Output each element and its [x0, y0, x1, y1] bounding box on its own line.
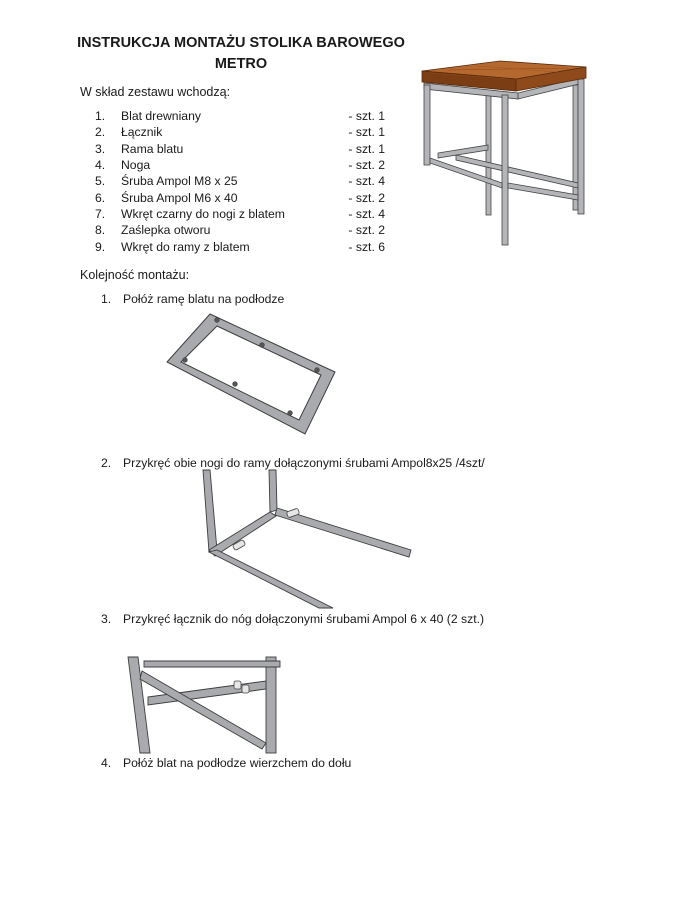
parts-list [95, 108, 385, 255]
list-item [95, 173, 385, 189]
step-number: 3. [101, 612, 112, 626]
bar-table-illustration [418, 65, 598, 250]
part-quantity: - szt. 1 [348, 125, 385, 140]
step-4 [101, 756, 351, 770]
part-quantity: - szt. 2 [348, 158, 385, 173]
part-name: Łącznik [121, 125, 163, 140]
step-number: 4. [101, 756, 112, 770]
part-number: 8. [95, 223, 106, 238]
part-number: 1. [95, 109, 106, 124]
frame-on-floor-illustration [165, 312, 340, 437]
step-1 [101, 292, 284, 306]
list-item [95, 108, 385, 124]
part-number: 2. [95, 125, 106, 140]
part-quantity: - szt. 2 [348, 190, 385, 205]
page-title-line2: METRO [214, 56, 268, 72]
part-quantity: - szt. 1 [348, 141, 385, 156]
part-number: 7. [95, 206, 106, 221]
list-item [95, 124, 385, 140]
part-quantity: - szt. 4 [348, 206, 385, 221]
list-item [95, 189, 385, 205]
order-heading: Kolejność montażu: [80, 268, 190, 282]
part-name: Blat drewniany [121, 109, 201, 124]
list-item [95, 157, 385, 173]
part-quantity: - szt. 6 [348, 239, 385, 254]
part-name: Śruba Ampol M8 x 25 [121, 174, 238, 189]
connector-to-legs-illustration [122, 657, 282, 755]
page-title-line1: INSTRUKCJA MONTAŻU STOLIKA BAROWEGO [77, 35, 405, 51]
part-number: 6. [95, 190, 106, 205]
list-item [95, 238, 385, 254]
part-quantity: - szt. 1 [348, 109, 385, 124]
list-item [95, 222, 385, 238]
part-name: Śruba Ampol M6 x 40 [121, 190, 238, 205]
list-item [95, 141, 385, 157]
part-name: Zaślepka otworu [121, 223, 211, 238]
part-name: Wkręt czarny do nogi z blatem [121, 206, 285, 221]
list-item [95, 206, 385, 222]
step-number: 2. [101, 456, 112, 470]
part-number: 5. [95, 174, 106, 189]
step-text: Przykręć łącznik do nóg dołączonymi śrubami Ampol 6 x 40 (2 szt.) [123, 612, 485, 626]
step-2 [101, 456, 485, 470]
part-name: Rama blatu [121, 141, 184, 156]
part-quantity: - szt. 2 [348, 223, 385, 238]
part-name: Noga [121, 158, 151, 173]
step-3 [101, 612, 484, 626]
step-text: Przykręć obie nogi do ramy dołączonymi śrubami Ampol8x25 /4szt/ [123, 456, 485, 470]
kit-heading: W skład zestawu wchodzą: [80, 85, 231, 99]
step-text: Połóż blat na podłodze wierzchem do dołu [123, 756, 352, 770]
step-number: 1. [101, 292, 112, 306]
part-quantity: - szt. 4 [348, 174, 385, 189]
part-number: 4. [95, 158, 106, 173]
legs-to-frame-illustration [197, 470, 412, 610]
step-text: Połóż ramę blatu na podłodze [123, 292, 285, 306]
part-name: Wkręt do ramy z blatem [121, 239, 250, 254]
part-number: 9. [95, 239, 106, 254]
part-number: 3. [95, 141, 106, 156]
